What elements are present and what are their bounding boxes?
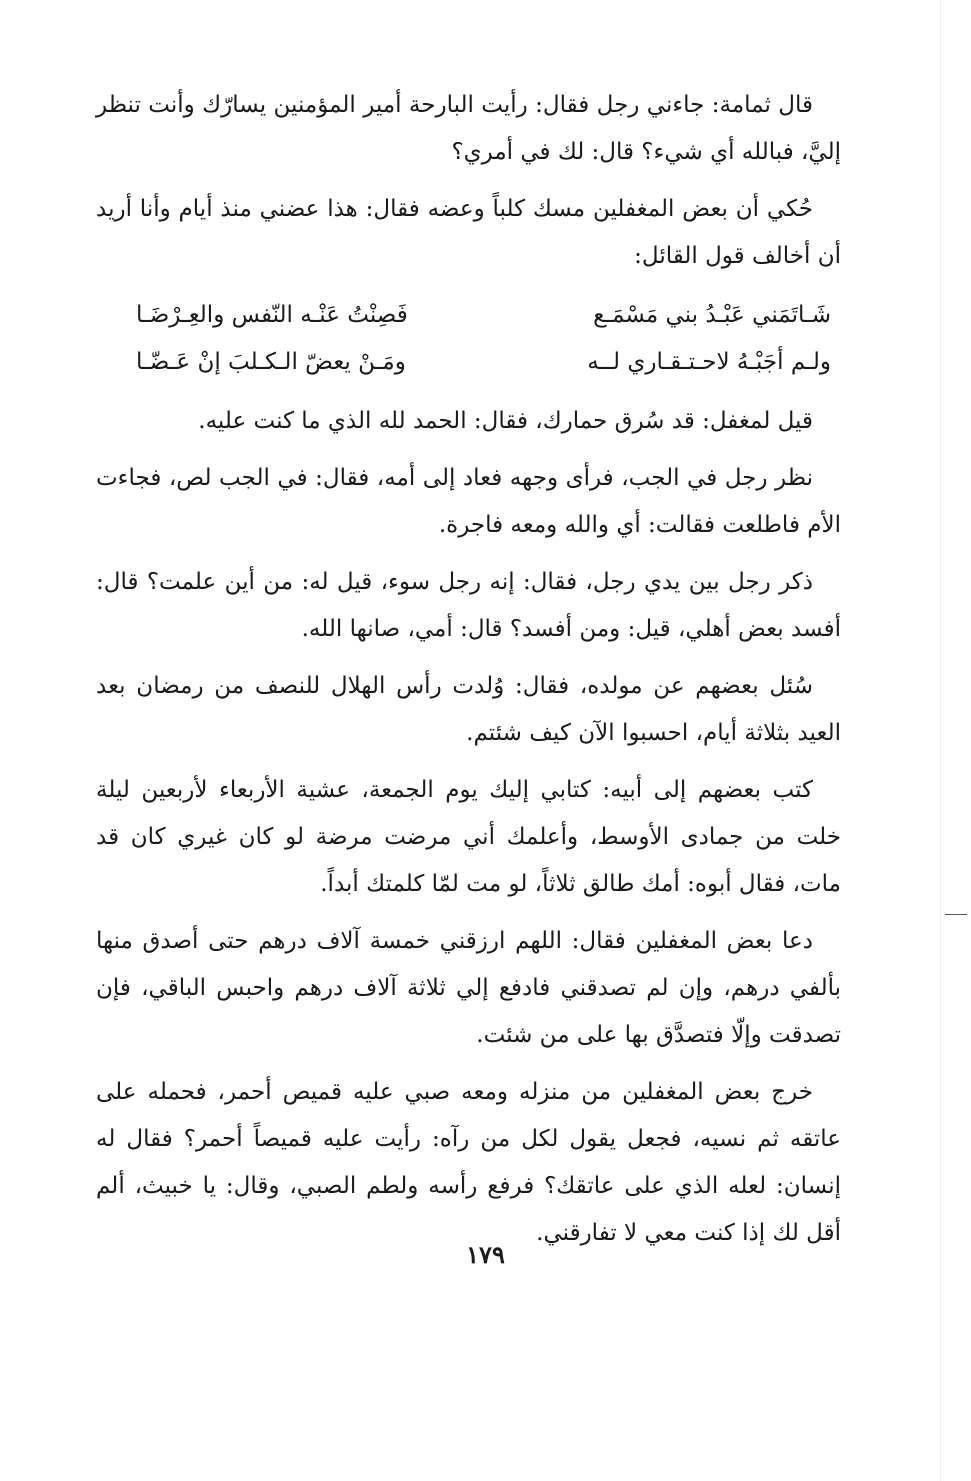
paragraph-red-shirt: خرج بعض المغفلين من منزله ومعه صبي عليه قميص أحمر، فحمله على عاتقه ثم نسيه، فجعل يقول لكل من رآه: رأيت عليه قميصاً أحمر؟ فقال له إنسان: لعله الذي على عاتقك؟ فرفع رأسه ولطم الصبي، وقال: يا خبيث، ألم أقل لك إذا كنت معي لا تفارقني. xyxy=(96,1079,841,1246)
paragraph-bad-man: ذكر رجل بين يدي رجل، فقال: إنه رجل سوء، قيل له: من أين علمت؟ قال: أفسد بعض أهلي، قيل: ومن أفسد؟ قال: أمي، صانها الله. xyxy=(96,569,841,642)
poem xyxy=(96,292,841,386)
poem-line-1-second-hemistich: فَصِنْتُ عَنْـه النّفس والعِـرْضَـا xyxy=(136,302,408,328)
paragraph-thumama: قال ثمامة: جاءني رجل فقال: رأيت البارحة أمير المؤمنين يسارّك وأنت تنظر إليَّ، فبالله أي شيء؟ قال: لك في أمري؟ xyxy=(96,92,841,165)
poem-line-2-first-hemistich: ولـم أجَبْـهُ لاحـتـقـاري لــه xyxy=(587,349,831,375)
poem-line-1 xyxy=(96,292,841,339)
paragraph-dog-bite: حُكي أن بعض المغفلين مسك كلباً وعضه فقال: هذا عضني منذ أيام وأنا أريد أن أخالف قول القائل: xyxy=(96,196,841,269)
paragraph-well: نظر رجل في الجب، فرأى وجهه فعاد إلى أمه، فقال: في الجب لص، فجاءت الأم فاطلعت فقالت: أي والله ومعه فاجرة. xyxy=(96,465,841,538)
poem-line-2 xyxy=(96,339,841,386)
page-number: ١٧٩ xyxy=(466,1240,505,1269)
paragraph-birthdate: سُئل بعضهم عن مولده، فقال: وُلدت رأس الهلال للنصف من رمضان بعد العيد بثلاثة أيام، احسبوا الآن كيف شئتم. xyxy=(96,673,841,746)
page-body xyxy=(96,82,841,1267)
poem-line-2-second-hemistich: ومَـنْ يعضّ الـكـلبَ إنْ عَـضّـا xyxy=(136,349,406,375)
paragraph-donkey: قيل لمغفل: قد سُرق حمارك، فقال: الحمد لله الذي ما كنت عليه. xyxy=(198,408,813,434)
scan-edge-mark xyxy=(945,914,967,915)
paragraph-prayer: دعا بعض المغفلين فقال: اللهم ارزقني خمسة آلاف درهم حتى أصدق منها بألفي درهم، وإن لم تصدقني فادفع إلي ثلاثة آلاف درهم واحبس الباقي، فإن تصدقت وإلّا فتصدَّق بها على من شئت. xyxy=(96,928,841,1048)
poem-line-1-first-hemistich: شَـاتَمَني عَبْـدُ بني مَسْمَـع xyxy=(593,302,831,328)
paragraph-letter: كتب بعضهم إلى أبيه: كتابي إليك يوم الجمعة، عشية الأربعاء لأربعين ليلة خلت من جمادى الأوسط، وأعلمك أني مرضت مرضة لو كان غيري كان قد مات، فقال أبوه: أمك طالق ثلاثاً، لو مت لمّا كلمتك أبداً. xyxy=(96,777,841,897)
